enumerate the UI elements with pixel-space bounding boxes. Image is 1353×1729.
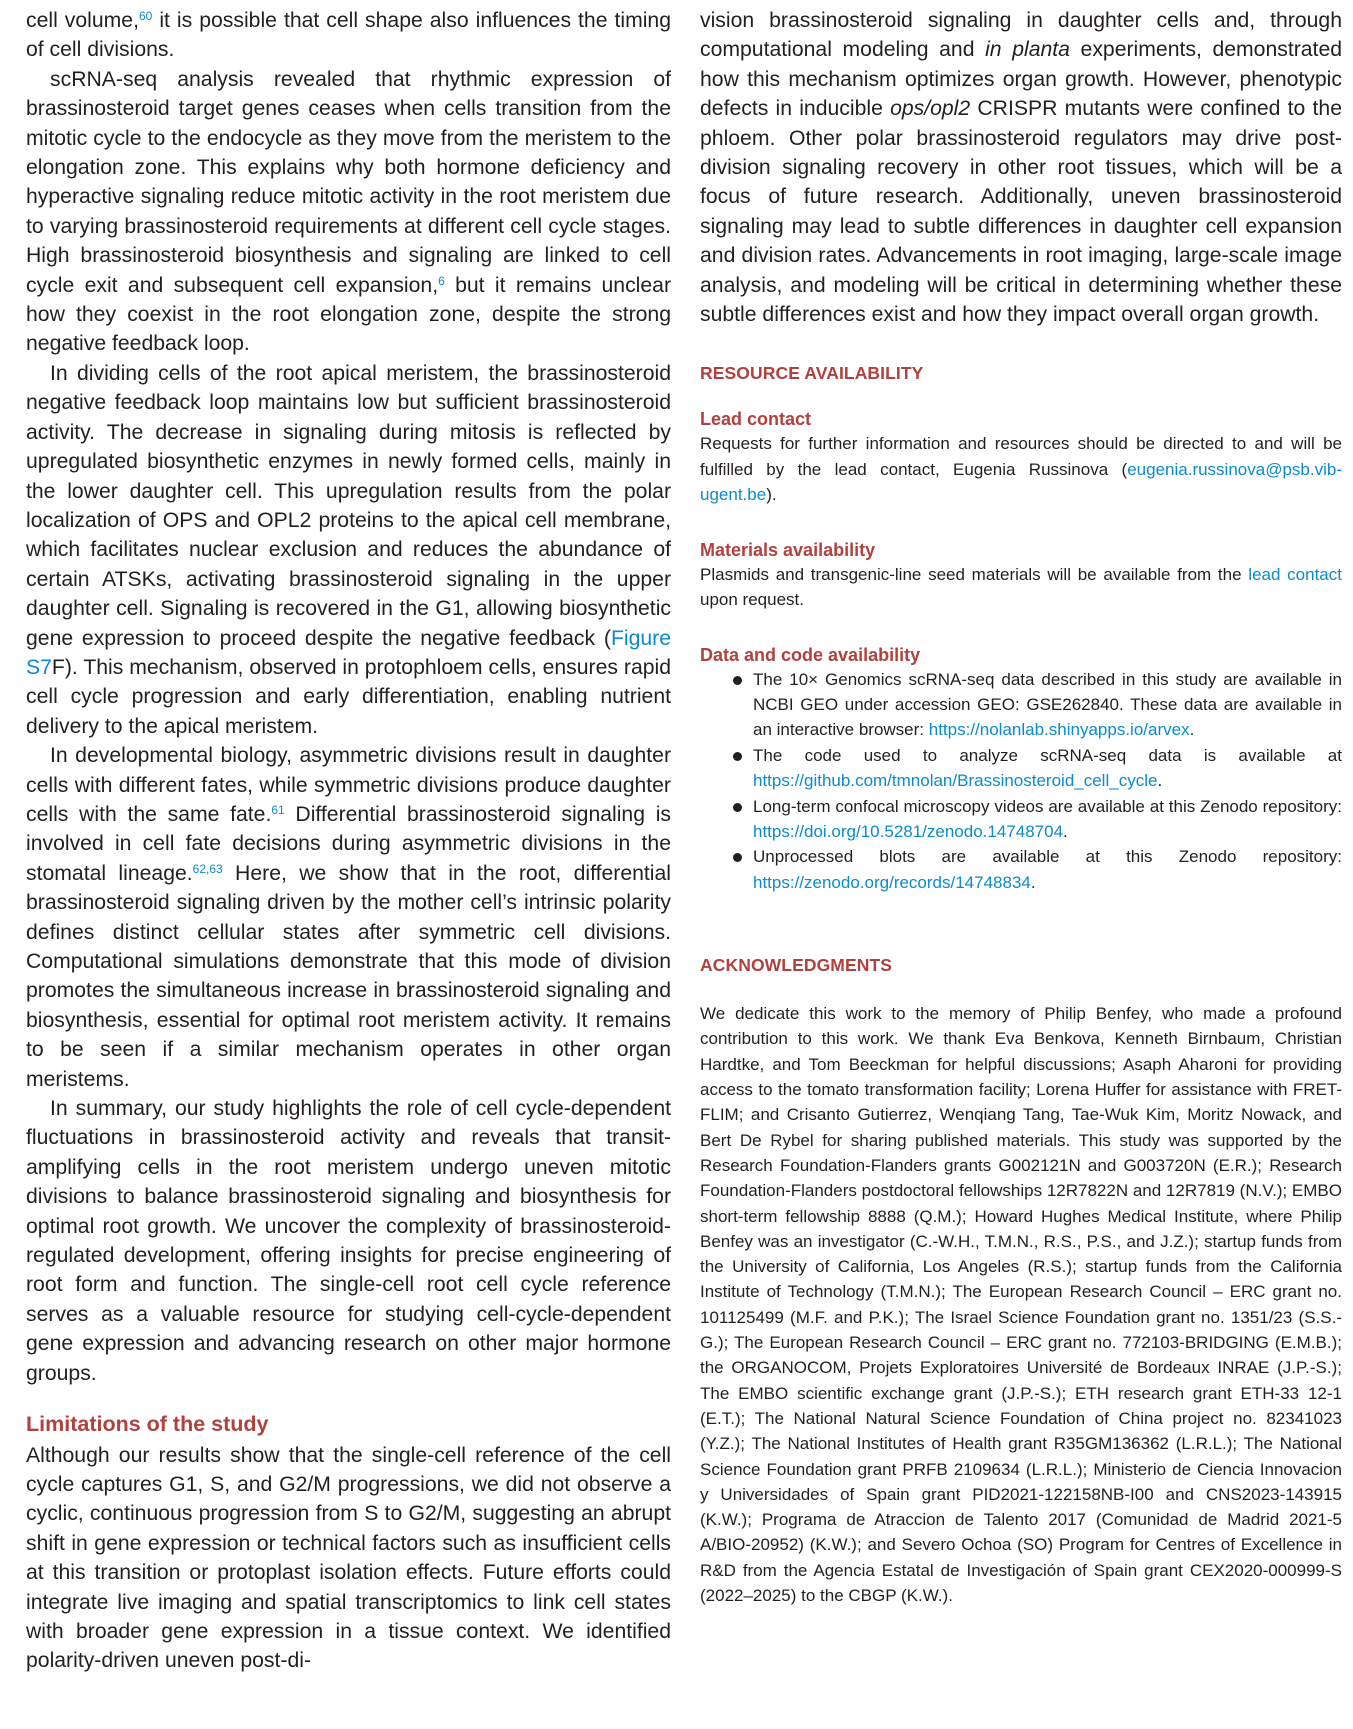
text-span: .: [1189, 720, 1195, 740]
resource-availability-heading: RESOURCE AVAILABILITY: [700, 363, 924, 384]
text-span: Here, we show that in the root, differential brassinosteroid signaling driven by the mother cell’s intrinsic polarity defines distinct cellular states after symmetric cell divisions. Computational simulations demonstrate that this mode of division promotes the simultaneous increase in brassinosteroid signaling and biosynthesis, essential for optimal root meristem activity. It remains to be seen if a similar mechanism operates in other organ meristems.: [26, 861, 671, 1091]
figure-link[interactable]: Figure S7: [26, 626, 671, 679]
text-span: Plasmids and transgenic-line seed materials will be available from the: [700, 564, 1249, 584]
email-link[interactable]: eugenia.russinova@psb.vib-ugent.be: [700, 459, 1342, 505]
github-link[interactable]: https://github.com/tmnolan/Brassinosteroid_cell_cycle: [753, 771, 1158, 791]
list-item: [700, 667, 1342, 743]
reference-link[interactable]: 6: [438, 273, 445, 288]
text-span: but it remains unclear how they coexist in the root elongation zone, despite the strong negative feedback loop.: [26, 273, 671, 356]
text-span: The code used to analyze scRNA-seq data is available at: [753, 745, 1342, 765]
bullet-icon: [733, 676, 742, 685]
paragraph-developmental-biology: [26, 741, 671, 1094]
text-span: CRISPR mutants were confined to the phloem. Other polar brassinosteroid regulators may drive post-division signaling recovery in other root tissues, which will be a focus of future research. Additionally, uneven brassinosteroid signaling may lead to subtle differences in daughter cell expansion and division rates. Advancements in root imaging, large-scale image analysis, and modeling will be critical in determining whether these subtle differences exist and how they impact overall organ growth.: [700, 97, 1342, 327]
lead-contact-link[interactable]: lead contact: [1248, 564, 1342, 584]
text-span: scRNA-seq analysis revealed that rhythmic expression of brassinosteroid target genes ceases when cells transition from the mitotic cycle to the endocycle as they move from the meristem to the elongation zone. This explains why both hormone deficiency and hyperactive signaling reduce mitotic activity in the root meristem due to varying brassinosteroid requirements at different cell cycle stages. High brassinosteroid biosynthesis and signaling are linked to cell cycle exit and subsequent cell expansion,: [26, 67, 671, 297]
text-span: upon request.: [700, 590, 804, 610]
data-code-availability-heading: Data and code availability: [700, 644, 921, 665]
text-span: Unprocessed blots are available at this Zenodo repository:: [753, 847, 1342, 867]
materials-availability-heading: Materials availability: [700, 539, 876, 560]
zenodo-videos-link[interactable]: https://doi.org/10.5281/zenodo.14748704: [753, 821, 1064, 841]
browser-link[interactable]: https://nolanlab.shinyapps.io/arvex: [928, 720, 1190, 740]
list-item: [700, 844, 1342, 895]
left-column: [26, 6, 671, 1676]
paragraph-continuation: [700, 6, 1342, 329]
list-item: [700, 743, 1342, 794]
italic-term: in planta: [985, 38, 1070, 62]
text-span: Requests for further information and resources should be directed to and will be fulfilled by the lead contact, Eugenia Russinova (: [700, 434, 1342, 479]
reference-link[interactable]: 61: [271, 802, 285, 817]
zenodo-blots-link[interactable]: https://zenodo.org/records/14748834: [753, 872, 1031, 892]
right-column: [700, 6, 1342, 1608]
paragraph-summary: In summary, our study highlights the role of cell cycle-dependent fluctuations in brassinosteroid activity and reveals that transit-amplifying cells in the root meristem undergo uneven mitotic divisions to balance brassinosteroid signaling and biosynthesis for optimal root growth. We uncover the complexity of brassinosteroid-regulated development, offering insights for precise engineering of root form and function. The single-cell root cell cycle reference serves as a valuable resource for studying cell-cycle-dependent gene expression and advancing research on other major hormone groups.: [26, 1097, 671, 1385]
acknowledgments-text: We dedicate this work to the memory of Philip Benfey, who made a profound contribution to this work. We thank Eva Benkova, Kenneth Birnbaum, Christian Hardtke, and Tom Beeckman for helpful discussions; Asaph Aharoni for providing access to the tomato transformation facility; Lorena Huffer for assistance with FRET-FLIM; and Crisanto Gutierrez, Wenqiang Tang, Tae-Wuk Kim, Moritz Nowack, and Bert De Rybel for sharing published materials. This study was supported by the Research Foundation-Flanders grants G002121N and G003720N (E.R.); Research Foundation-Flanders postdoctoral fellowships 12R7822N and 12R7819 (N.V.); EMBO short-term fellowship 8888 (Q.M.); Howard Hughes Medical Institute, where Philip Benfey was an investigator (C.-W.H., T.M.N., R.S., P.S., and J.Z.); startup funds from the University of California, Los Angeles (R.S.); startup funds from the California Institute of Technology (T.M.N.); The European Research Council – ERC grant no. 101125499 (M.F. and P.K.); The Israel Science Foundation grant no. 1351/23 (S.S.-G.); The European Research Council – ERC grant no. 772103-BRIDGING (E.M.B.); the ORGANOCOM, Projets Exploratoires Université de Bordeaux INRAE (J.P.-S.); The EMBO scientific exchange grant (J.P.-S.); ETH research grant ETH-33 12-1 (E.T.); The National Natural Science Foundation of China project no. 82341023 (Y.Z.); The National Institutes of Health grant R35GM136362 (L.R.L.); The National Science Foundation grant PRFB 2109634 (L.R.L.); Ministerio de Ciencia Innovacion y Universidades of Spain grant PID2021-122158NB-I00 and CNS2023-143915 (K.W.); Programa de Atraccion de Talento 2017 (Comunidad de Madrid 2021-5 A/BIO-20952) (K.W.); and Severo Ochoa (SO) Program for Centres of Excellence in R&D from the Agencia Estatal de Investigación of Spain grant CEX2020-000999-S (2022–2025) to the CBGP (K.W.).: [700, 1004, 1342, 1605]
italic-term: ops/opl2: [890, 97, 971, 121]
text-span: The 10× Genomics scRNA-seq data described in this study are available in NCBI GEO under accession GEO: GSE262840. These data are available in an interactive browser:: [753, 669, 1342, 740]
acknowledgments-heading: ACKNOWLEDGMENTS: [700, 955, 893, 976]
text-span: it is possible that cell shape also influences the timing of cell divisions.: [26, 9, 671, 62]
text-span: .: [1157, 771, 1163, 791]
paragraph-cell-volume: [26, 6, 671, 65]
text-span: vision brassinosteroid signaling in daughter cells and, through computational modeling and: [700, 9, 1342, 62]
text-span: F). This mechanism, observed in protophloem cells, ensures rapid cell cycle progression and early differentiation, enabling nutrient delivery to the apical meristem.: [26, 655, 671, 738]
materials-availability-text: [700, 562, 1342, 613]
text-span: cell volume,: [26, 9, 139, 32]
data-availability-list: [700, 667, 1342, 896]
lead-contact-heading: Lead contact: [700, 409, 812, 430]
limitations-heading: Limitations of the study: [26, 1412, 269, 1437]
bullet-icon: [733, 803, 742, 812]
bullet-icon: [733, 853, 742, 862]
text-span: ).: [766, 485, 777, 505]
lead-contact-text: [700, 431, 1342, 507]
paragraph-dividing-cells: [26, 359, 671, 741]
text-span: experiments, demonstrated how this mechanism optimizes organ growth. However, phenotypic defects in inducible: [700, 38, 1343, 121]
text-span: Differential brassinosteroid signaling is involved in cell fate decisions during asymmetric divisions in the stomatal lineage.: [26, 802, 671, 885]
list-item: [700, 794, 1342, 845]
reference-link[interactable]: 62,63: [192, 861, 223, 876]
paragraph-limitations: Although our results show that the single-cell reference of the cell cycle captures G1, S, and G2/M progressions, we did not observe a cyclic, continuous progression from S to G2/M, suggesting an abrupt shift in gene expression or technical factors such as insufficient cells at this transition or protoplast isolation effects. Future efforts could integrate live imaging and spatial transcriptomics to link cell states with broader gene expression in a tissue context. We identified polarity-driven uneven post-di-: [26, 1443, 671, 1673]
paragraph-scrna-seq: [26, 65, 671, 359]
reference-link[interactable]: 60: [138, 9, 153, 23]
bullet-icon: [733, 752, 742, 761]
text-span: In dividing cells of the root apical meristem, the brassinosteroid negative feedback loop maintains low but sufficient brassinosteroid activity. The decrease in signaling during mitosis is reflected by upregulated biosynthetic enzymes in newly formed cells, mainly in the lower daughter cell. This upregulation results from the polar localization of OPS and OPL2 proteins to the apical cell membrane, which facilitates nuclear exclusion and reduces the abundance of certain ATSKs, activating brassinosteroid signaling in the upper daughter cell. Signaling is recovered in the G1, allowing biosynthetic gene expression to proceed despite the negative feedback (: [26, 361, 671, 650]
text-span: .: [1063, 821, 1068, 841]
text-span: .: [1030, 872, 1036, 892]
text-span: In developmental biology, asymmetric divisions result in daughter cells with different fates, while symmetric divisions produce daughter cells with the same fate.: [26, 744, 671, 826]
text-span: Long-term confocal microscopy videos are available at this Zenodo repository:: [753, 796, 1342, 816]
